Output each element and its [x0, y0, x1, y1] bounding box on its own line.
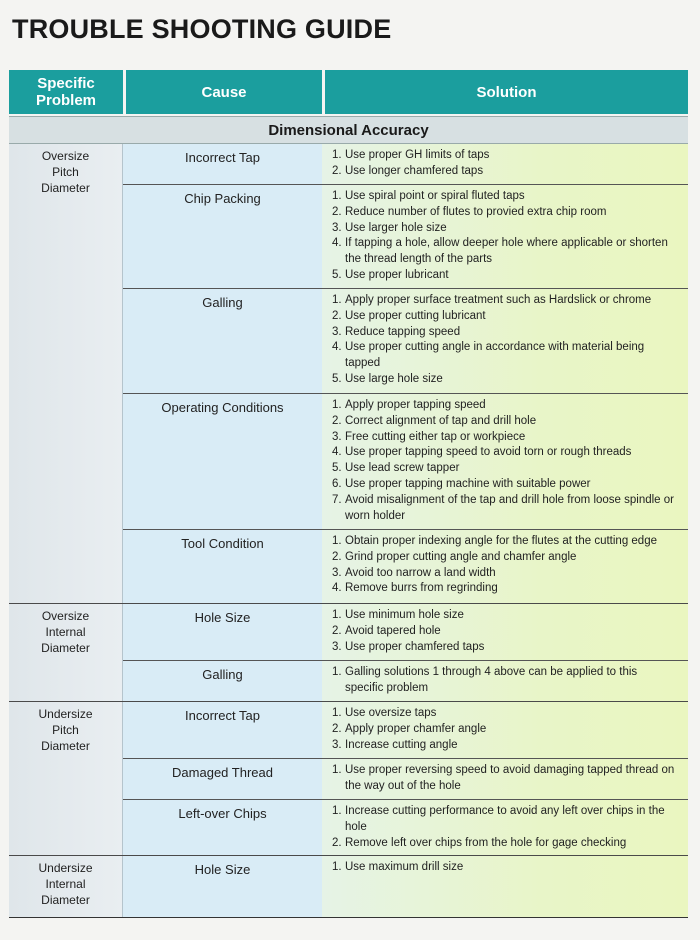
- solution-list: [332, 665, 678, 697]
- cause-cell: Hole Size: [123, 604, 322, 660]
- solution-cell: [322, 702, 688, 758]
- solution-text: Reduce number of flutes to provied extra chip room: [345, 205, 607, 218]
- solution-text: If tapping a hole, allow deeper hole where applicable or shorten the thread length of the parts: [345, 237, 668, 266]
- solution-text: Increase cutting angle: [345, 738, 458, 751]
- cause-cell: Operating Conditions: [123, 394, 322, 529]
- solution-cell: [322, 394, 688, 529]
- solution-item: [332, 804, 678, 836]
- solution-number: 7.: [332, 493, 342, 506]
- solution-item: [332, 640, 678, 656]
- cause-cell: Damaged Thread: [123, 759, 322, 799]
- section-heading: Dimensional Accuracy: [9, 116, 688, 144]
- solution-text: Use spiral point or spiral fluted taps: [345, 190, 525, 202]
- solution-item: [332, 836, 678, 852]
- solution-number: 3.: [332, 325, 342, 338]
- solution-number: 2.: [332, 164, 342, 177]
- solution-text: Free cutting either tap or workpiece: [345, 430, 526, 443]
- solution-list: [332, 804, 678, 851]
- solution-number: 5.: [332, 372, 342, 385]
- solution-number: 1.: [332, 666, 342, 678]
- solution-item: [332, 493, 678, 525]
- table-row: [123, 289, 688, 394]
- problem-group: [9, 604, 688, 702]
- solution-number: 1.: [332, 861, 342, 874]
- solution-number: 2.: [332, 309, 342, 322]
- cause-cell: Tool Condition: [123, 530, 322, 603]
- solution-cell: [322, 530, 688, 603]
- solution-item: [332, 461, 678, 477]
- solution-number: 5.: [332, 268, 342, 281]
- solution-cell: [322, 185, 688, 288]
- solution-number: 4.: [332, 446, 342, 459]
- solution-item: [332, 566, 678, 582]
- solution-number: 1.: [332, 190, 342, 202]
- specific-problem: Oversize Pitch Diameter: [9, 144, 123, 603]
- solution-item: [332, 860, 678, 876]
- table-body: [9, 144, 688, 918]
- solution-text: Galling solutions 1 through 4 above can be applied to this specific problem: [345, 666, 638, 694]
- solution-list: [332, 148, 678, 180]
- solution-number: 3.: [332, 566, 342, 579]
- troubleshooting-table: [9, 70, 688, 918]
- solution-text: Use larger hole size: [345, 221, 447, 234]
- table-row: [123, 702, 688, 759]
- cause-cell: Incorrect Tap: [123, 702, 322, 758]
- solution-item: [332, 221, 678, 237]
- solution-item: [332, 293, 678, 309]
- solution-text: Use proper cutting angle in accordance with material being tapped: [345, 341, 645, 370]
- solution-number: 1.: [332, 764, 342, 776]
- solution-item: [332, 477, 678, 493]
- table-row: [123, 394, 688, 530]
- solution-item: [332, 398, 678, 414]
- solution-item: [332, 309, 678, 325]
- solution-text: Apply proper tapping speed: [345, 399, 486, 411]
- problem-group: [9, 144, 688, 604]
- solution-number: 2.: [332, 414, 342, 427]
- solution-item: [332, 189, 678, 205]
- solution-cell: [322, 759, 688, 799]
- solution-text: Avoid tapered hole: [345, 624, 441, 637]
- solution-cell: [322, 144, 688, 184]
- solution-item: [332, 325, 678, 341]
- solution-number: 2.: [332, 205, 342, 218]
- solution-item: [332, 738, 678, 754]
- solution-number: 4.: [332, 341, 342, 354]
- solution-item: [332, 268, 678, 284]
- solution-text: Use lead screw tapper: [345, 462, 460, 475]
- solution-number: 4.: [332, 237, 342, 250]
- solution-cell: [322, 661, 688, 701]
- solution-number: 3.: [332, 221, 342, 234]
- solution-number: 1.: [332, 294, 342, 306]
- cause-cell: Incorrect Tap: [123, 144, 322, 184]
- table-header: [9, 70, 688, 114]
- solution-list: [332, 706, 678, 753]
- solution-text: Use longer chamfered taps: [345, 164, 484, 177]
- problem-group: [9, 702, 688, 856]
- problem-group: [9, 856, 688, 918]
- solution-text: Use large hole size: [345, 372, 443, 385]
- solution-item: [332, 205, 678, 221]
- solution-item: [332, 148, 678, 164]
- solution-text: Use proper tapping machine with suitable power: [345, 477, 591, 490]
- solution-text: Increase cutting performance to avoid any left over chips in the hole: [345, 805, 665, 833]
- table-row: [123, 759, 688, 800]
- solution-number: 2.: [332, 836, 342, 849]
- solution-item: [332, 581, 678, 597]
- solution-text: Use proper GH limits of taps: [345, 149, 490, 161]
- solution-text: Use oversize taps: [345, 707, 437, 719]
- cause-rows: [123, 702, 688, 855]
- solution-item: [332, 534, 678, 550]
- solution-text: Correct alignment of tap and drill hole: [345, 414, 537, 427]
- solution-text: Obtain proper indexing angle for the flutes at the cutting edge: [345, 535, 657, 547]
- table-row: [123, 144, 688, 185]
- solution-list: [332, 534, 678, 597]
- table-row: [123, 800, 688, 855]
- solution-item: [332, 236, 678, 268]
- solution-list: [332, 860, 678, 876]
- solution-text: Use maximum drill size: [345, 861, 464, 874]
- solution-text: Use minimum hole size: [345, 609, 464, 621]
- solution-text: Use proper reversing speed to avoid damaging tapped thread on the way out of the hole: [345, 764, 675, 792]
- solution-number: 1.: [332, 399, 342, 411]
- solution-list: [332, 608, 678, 655]
- header-cause: Cause: [126, 70, 322, 114]
- cause-rows: [123, 604, 688, 701]
- solution-number: 3.: [332, 738, 342, 751]
- solution-text: Remove left over chips from the hole for gage checking: [345, 836, 627, 849]
- solution-text: Use proper tapping speed to avoid torn or rough threads: [345, 446, 632, 459]
- solution-number: 6.: [332, 477, 342, 490]
- solution-list: [332, 293, 678, 388]
- table-row: [123, 661, 688, 701]
- solution-item: [332, 340, 678, 372]
- solution-text: Use proper chamfered taps: [345, 640, 485, 653]
- solution-list: [332, 189, 678, 284]
- solution-item: [332, 550, 678, 566]
- table-row: [123, 856, 688, 917]
- page-title: TROUBLE SHOOTING GUIDE: [12, 14, 392, 44]
- solution-list: [332, 763, 678, 795]
- solution-cell: [322, 604, 688, 660]
- header-specific-problem: Specific Problem: [9, 70, 123, 114]
- header-solution: Solution: [325, 70, 688, 114]
- solution-text: Use proper lubricant: [345, 268, 449, 281]
- solution-number: 1.: [332, 149, 342, 161]
- table-row: [123, 604, 688, 661]
- table-row: [123, 185, 688, 289]
- solution-item: [332, 722, 678, 738]
- solution-item: [332, 624, 678, 640]
- solution-text: Apply proper surface treatment such as Hardslick or chrome: [345, 294, 652, 306]
- solution-text: Apply proper chamfer angle: [345, 722, 487, 735]
- solution-item: [332, 164, 678, 180]
- solution-number: 2.: [332, 550, 342, 563]
- solution-number: 1.: [332, 707, 342, 719]
- solution-number: 2.: [332, 722, 342, 735]
- solution-number: 3.: [332, 430, 342, 443]
- solution-number: 3.: [332, 640, 342, 653]
- specific-problem: Oversize Internal Diameter: [9, 604, 123, 701]
- solution-text: Remove burrs from regrinding: [345, 582, 498, 595]
- cause-cell: Galling: [123, 289, 322, 393]
- cause-rows: [123, 144, 688, 603]
- solution-item: [332, 414, 678, 430]
- solution-number: 1.: [332, 535, 342, 547]
- cause-cell: Chip Packing: [123, 185, 322, 288]
- solution-text: Grind proper cutting angle and chamfer angle: [345, 550, 577, 563]
- solution-item: [332, 763, 678, 795]
- solution-text: Avoid misalignment of the tap and drill hole from loose spindle or worn holder: [345, 493, 674, 522]
- solution-list: [332, 398, 678, 524]
- solution-item: [332, 665, 678, 697]
- solution-number: 2.: [332, 624, 342, 637]
- solution-item: [332, 372, 678, 388]
- solution-number: 1.: [332, 805, 342, 817]
- solution-number: 5.: [332, 462, 342, 475]
- table-row: [123, 530, 688, 603]
- solution-item: [332, 706, 678, 722]
- specific-problem: Undersize Pitch Diameter: [9, 702, 123, 855]
- solution-cell: [322, 289, 688, 393]
- solution-number: 1.: [332, 609, 342, 621]
- solution-number: 4.: [332, 582, 342, 595]
- cause-cell: Galling: [123, 661, 322, 701]
- solution-text: Reduce tapping speed: [345, 325, 461, 338]
- cause-cell: Left-over Chips: [123, 800, 322, 855]
- solution-item: [332, 445, 678, 461]
- cause-rows: [123, 856, 688, 917]
- solution-item: [332, 608, 678, 624]
- specific-problem: Undersize Internal Diameter: [9, 856, 123, 917]
- solution-text: Avoid too narrow a land width: [345, 566, 496, 579]
- solution-text: Use proper cutting lubricant: [345, 309, 486, 322]
- cause-cell: Hole Size: [123, 856, 322, 917]
- solution-cell: [322, 800, 688, 855]
- solution-cell: [322, 856, 688, 917]
- solution-item: [332, 430, 678, 446]
